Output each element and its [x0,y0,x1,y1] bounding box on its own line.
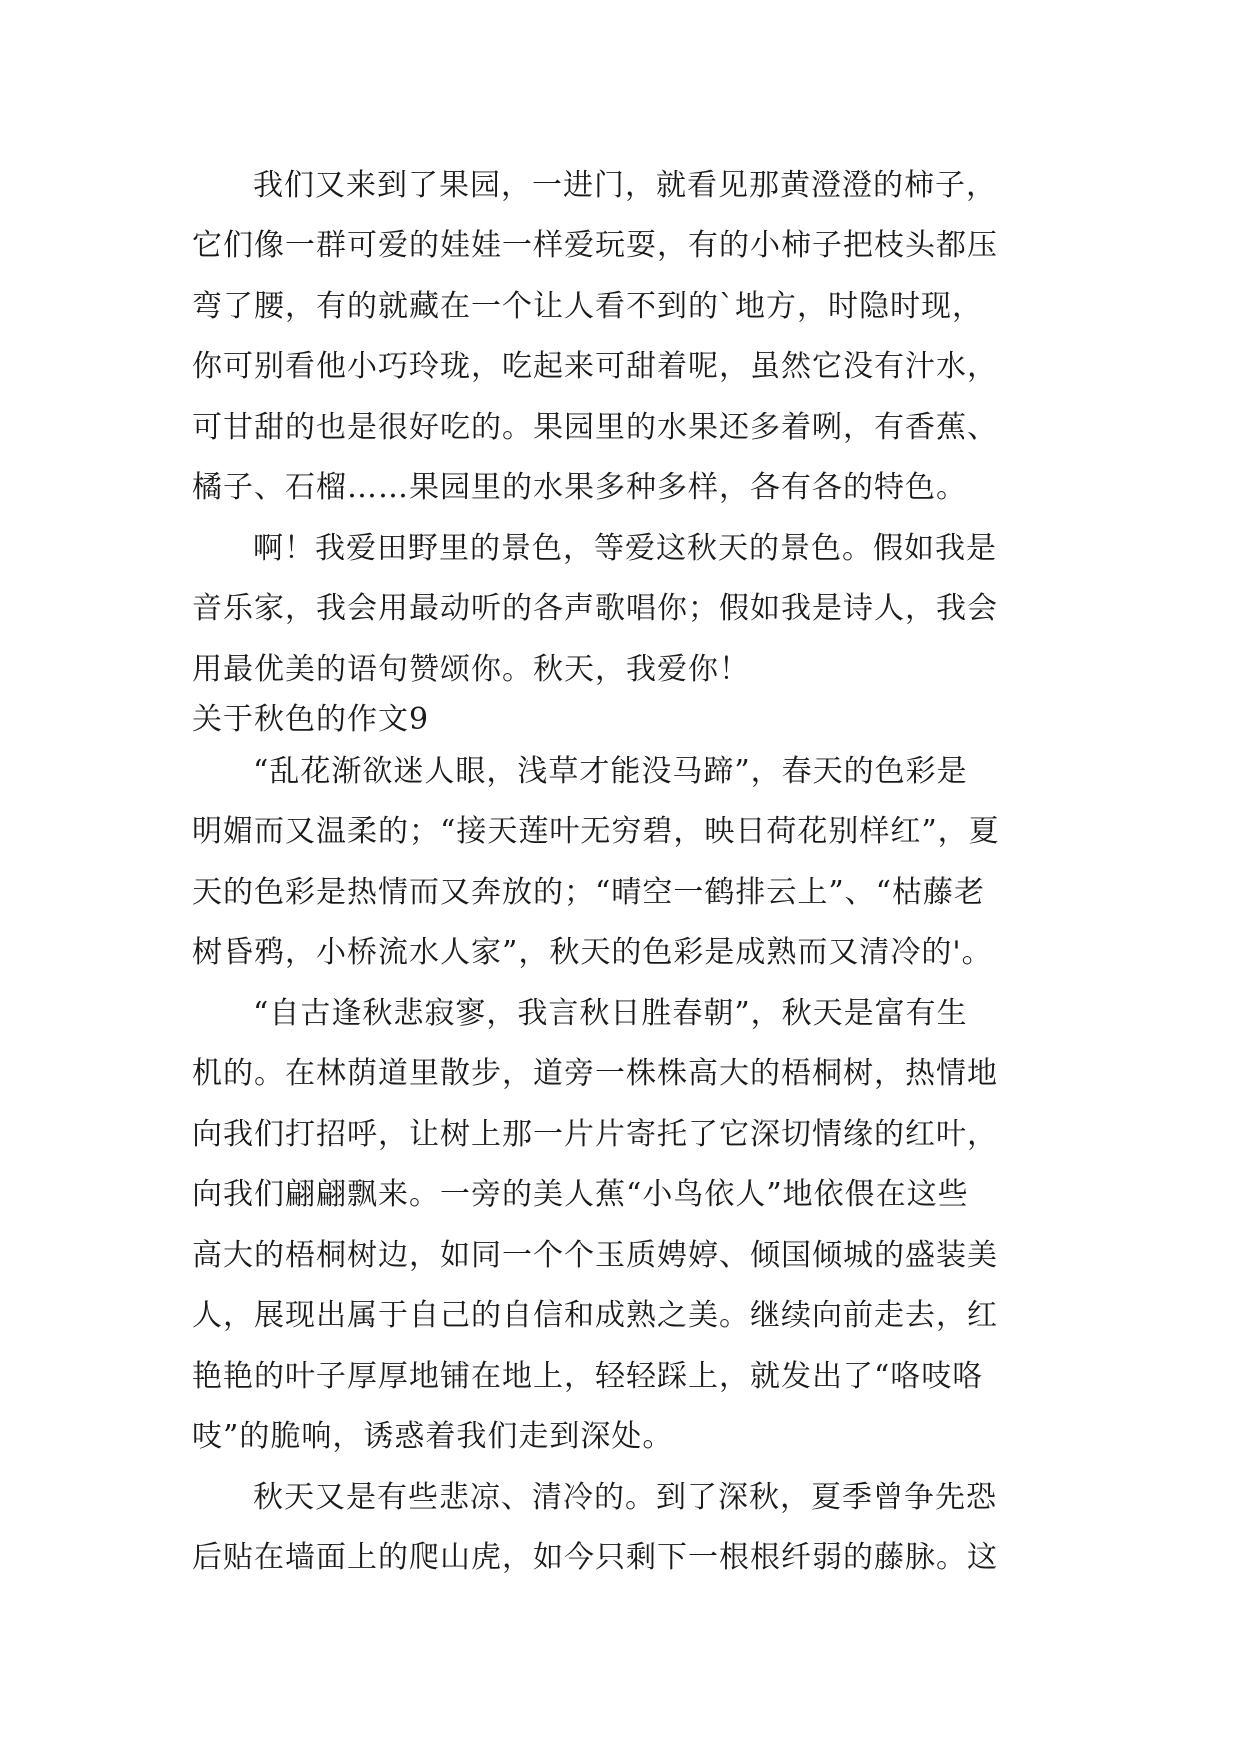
section-heading: 关于秋色的作文9 [192,702,430,737]
paragraph-line: 机的。在林荫道里散步，道旁一株株高大的梧桐树，热情地 [192,1056,998,1091]
paragraph-line: 吱”的脆响，诱惑着我们走到深处。 [192,1419,674,1454]
paragraph-line: 可甘甜的也是很好吃的。果园里的水果还多着咧，有香蕉、 [192,410,998,445]
paragraph-line: 它们像一群可爱的娃娃一样爱玩耍，有的小柿子把枝头都压 [192,228,998,263]
paragraph-line: “自古逢秋悲寂寥，我言秋日胜春朝”，秋天是富有生 [253,996,968,1031]
paragraph-line: 音乐家，我会用最动听的各声歌唱你；假如我是诗人，我会 [192,591,998,626]
paragraph-line: 向我们打招呼，让树上那一片片寄托了它深切情缘的红叶， [192,1117,998,1152]
paragraph-line: “乱花渐欲迷人眼，浅草才能没马蹄”，春天的色彩是 [253,754,968,789]
paragraph-line: 向我们翩翩飘来。一旁的美人蕉“小鸟依人”地依偎在这些 [192,1177,969,1212]
paragraph-line: 高大的梧桐树边，如同一个个玉质娉婷、倾国倾城的盛装美 [192,1238,998,1273]
paragraph-line: 你可别看他小巧玲珑，吃起来可甜着呢，虽然它没有汁水， [192,349,998,384]
paragraph-line: 后贴在墙面上的爬山虎，如今只剩下一根根纤弱的藤脉。这 [192,1540,998,1575]
paragraph-line: 天的色彩是热情而又奔放的；“晴空一鹤排云上”、“枯藤老 [192,875,986,910]
paragraph-line: 树昏鸦，小桥流水人家”，秋天的色彩是成熟而又清冷的'。 [192,935,993,970]
paragraph-line: 啊！我爱田野里的景色，等爱这秋天的景色。假如我是 [253,531,997,566]
paragraph-line: 弯了腰，有的就藏在一个让人看不到的`地方，时隐时现， [192,289,983,324]
paragraph-line: 明媚而又温柔的；“接天莲叶无穷碧，映日荷花别样红”，夏 [192,814,1000,849]
paragraph-line: 秋天又是有些悲凉、清冷的。到了深秋，夏季曾争先恐 [253,1480,997,1515]
paragraph-line: 人，展现出属于自己的自信和成熟之美。继续向前走去，红 [192,1298,998,1333]
paragraph-line: 我们又来到了果园，一进门，就看见那黄澄澄的柿子， [253,168,997,203]
paragraph-line: 用最优美的语句赞颂你。秋天，我爱你！ [192,652,750,687]
paragraph-line: 橘子、石榴……果园里的水果多种多样，各有各的特色。 [192,470,967,505]
paragraph-line: 艳艳的叶子厚厚地铺在地上，轻轻踩上，就发出了“咯吱咯 [192,1359,984,1394]
